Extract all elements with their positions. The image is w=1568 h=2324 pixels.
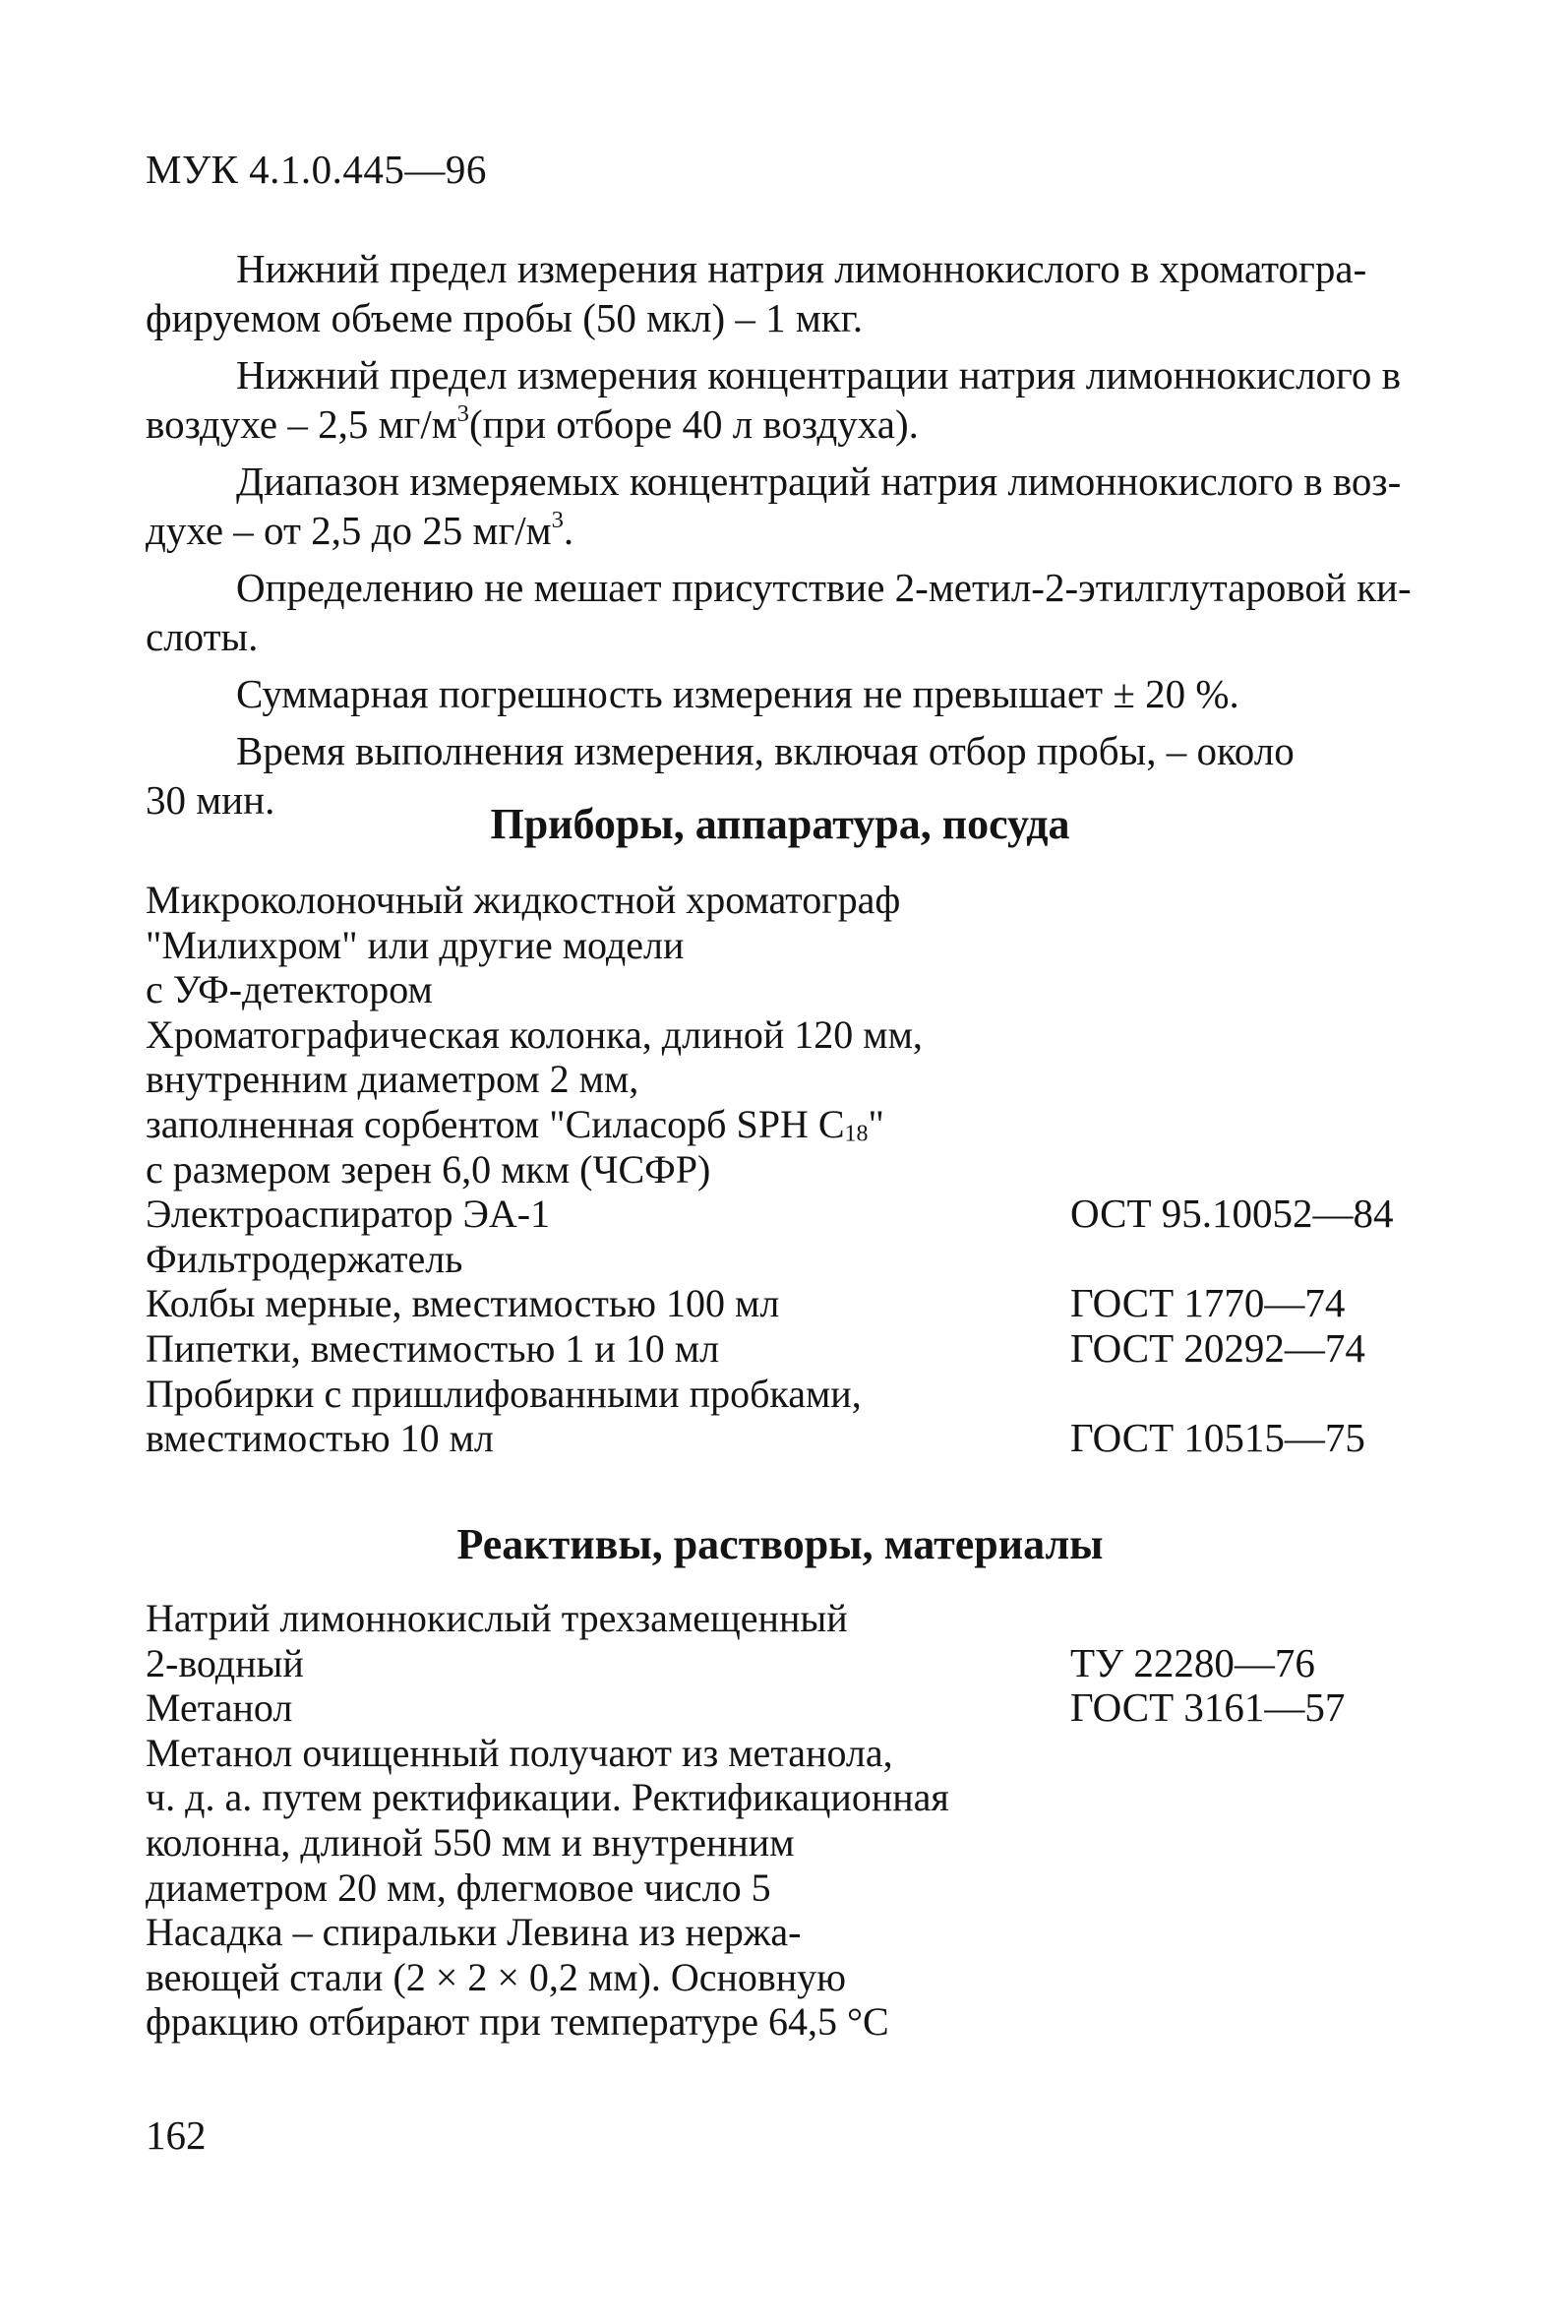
list-item: Электроаспиратор ЭА-1 ОСТ 95.10052—84	[146, 1192, 1424, 1237]
list-item: Метанол ГОСТ 3161—57	[146, 1685, 1424, 1731]
paragraph-interference: Определению не мешает присутствие 2-метил-2-этилглутаровой ки- слоты.	[146, 565, 1412, 659]
standard-reference: ГОСТ 1770—74	[1070, 1280, 1346, 1326]
reagents-list	[146, 1596, 1424, 2045]
list-item: Натрий лимоннокислый трехзамещенный 2-водный ТУ 22280—76	[146, 1596, 1424, 1685]
list-item: Хроматографическая колонка, длиной 120 мм, внутренним диаметром 2 мм, заполненная сорбентом "Силасорб SPH $C_{18}$" с размером зерен 6,0 мкм (ЧСФР)	[146, 1011, 923, 1192]
standard-reference: ОСТ 95.10052—84	[1070, 1191, 1394, 1237]
list-item: Пипетки, вместимостью 1 и 10 мл ГОСТ 20292—74	[146, 1326, 1424, 1372]
section-heading-reagents: Реактивы, растворы, материалы	[456, 1520, 1104, 1568]
list-item: Метанол очищенный получают из метанола, ч. д. а. путем ректификации. Ректификационная колонна, длиной 550 мм и внутренним диаметром 20 мм, флегмовое число 5 Насадка – спиральки Левина из нержа- веющей стали (2 × 2 × 0,2 мм). Основную фракцию отбирают при температуре 64,5 °С	[146, 1730, 949, 2045]
section-heading-equipment: Приборы, аппаратура, посуда	[490, 800, 1070, 848]
document-code-header: МУК 4.1.0.445—96	[146, 147, 487, 192]
paragraph-detection-limit-air: Нижний предел измерения концентрации натрия лимоннокислого в воздухе – 2,5 $мг/м^3(при$ отборе 40 л воздуха).	[146, 352, 1401, 447]
paragraph-duration: Время выполнения измерения, включая отбор пробы, – около 30 мин.	[146, 728, 1295, 823]
list-item: Колбы мерные, вместимостью 100 мл ГОСТ 1770—74	[146, 1281, 1424, 1326]
paragraph-error: Суммарная погрешность измерения не превышает ± 20 %.	[236, 671, 1239, 716]
standard-reference: ТУ 22280—76	[1070, 1639, 1315, 1685]
intro-text	[146, 244, 1415, 832]
standard-reference: ГОСТ 10515—75	[1070, 1415, 1365, 1461]
paragraph-measurement-range: Диапазон измеряемых концентраций натрия лимоннокислого в воз- духе – от 2,5 до 25 $мг/м^3$.	[146, 459, 1402, 553]
page-number: 162	[146, 2112, 207, 2158]
list-item: Микроколоночный жидкостной хроматограф "Милихром" или другие модели с УФ-детектором	[146, 878, 901, 1012]
list-item: Фильтродержатель	[146, 1236, 463, 1281]
standard-reference: ГОСТ 20292—74	[1070, 1324, 1365, 1371]
list-item: Пробирки с пришлифованными пробками, вместимостью 10 мл ГОСТ 10515—75	[146, 1372, 1424, 1461]
equipment-list	[146, 878, 1424, 1461]
paragraph-detection-limit-volume: Нижний предел измерения натрия лимоннокислого в хроматогра- фируемом объеме пробы (50 мкл) – 1 мкг.	[146, 246, 1367, 340]
standard-reference: ГОСТ 3161—57	[1070, 1684, 1346, 1731]
